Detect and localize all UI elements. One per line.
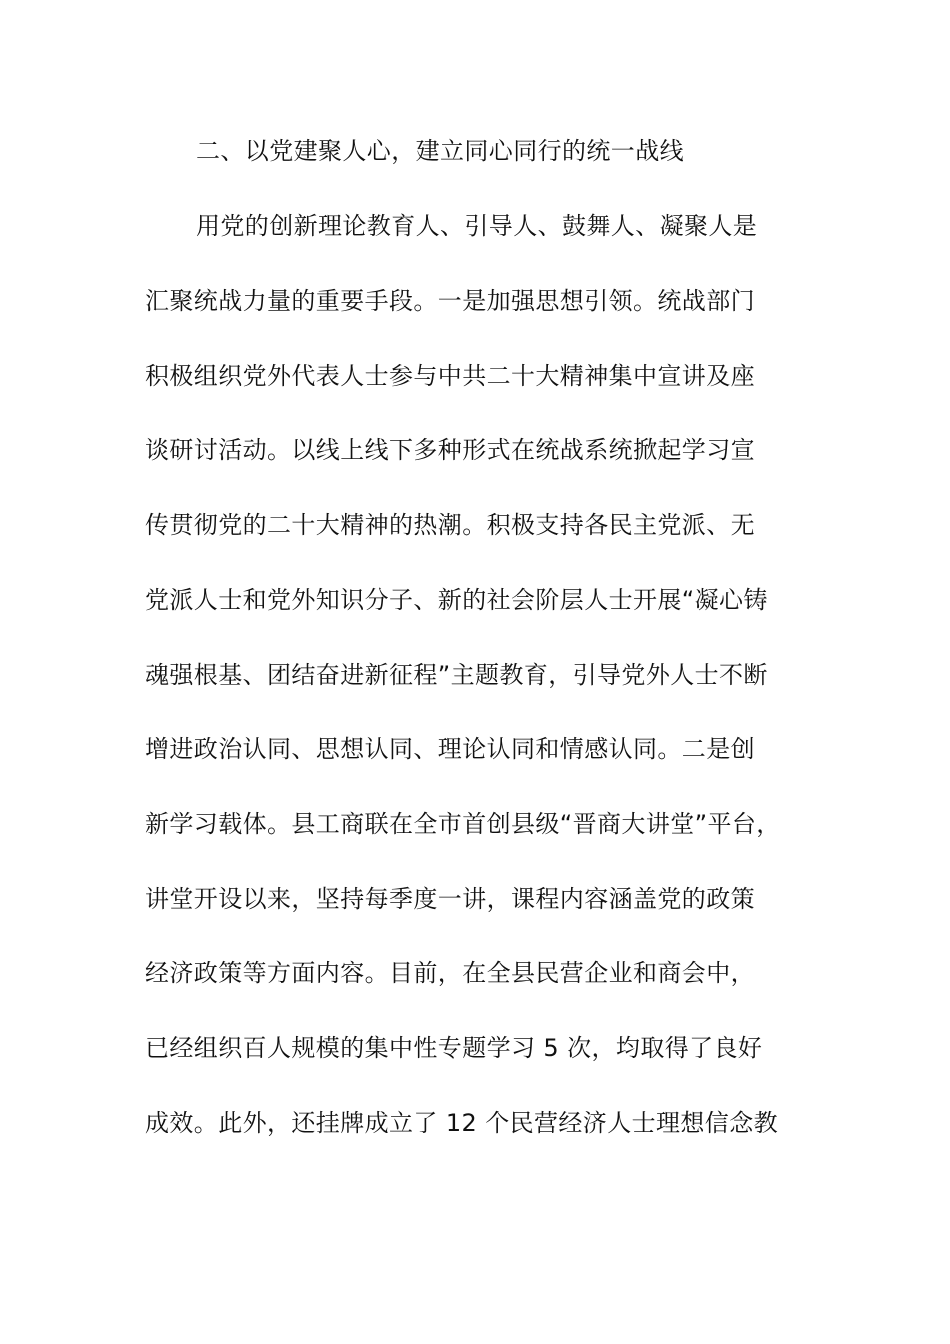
paragraph-line: 成效。此外，还挂牌成立了 12 个民营经济人士理想信念教 <box>145 1109 778 1137</box>
paragraph-line: 经济政策等方面内容。目前，在全县民营企业和商会中， <box>145 959 755 987</box>
section-heading: 二、以党建聚人心，建立同心同行的统一战线 <box>196 137 684 165</box>
paragraph-line: 谈研讨活动。以线上线下多种形式在统战系统掀起学习宣 <box>145 436 755 464</box>
paragraph-line: 魂强根基、团结奋进新征程”主题教育，引导党外人士不断 <box>145 661 768 689</box>
paragraph-line: 积极组织党外代表人士参与中共二十大精神集中宣讲及座 <box>145 362 755 390</box>
paragraph-line: 传贯彻党的二十大精神的热潮。积极支持各民主党派、无 <box>145 511 755 539</box>
paragraph-line: 已经组织百人规模的集中性专题学习 5 次，均取得了良好 <box>145 1034 763 1062</box>
paragraph-line: 汇聚统战力量的重要手段。一是加强思想引领。统战部门 <box>145 287 755 315</box>
paragraph-line: 新学习载体。县工商联在全市首创县级“晋商大讲堂”平台， <box>145 810 781 838</box>
paragraph-line: 用党的创新理论教育人、引导人、鼓舞人、凝聚人是 <box>196 212 758 240</box>
paragraph-line: 党派人士和党外知识分子、新的社会阶层人士开展“凝心铸 <box>145 586 768 614</box>
paragraph-line: 增进政治认同、思想认同、理论认同和情感认同。二是创 <box>145 735 755 763</box>
paragraph-line: 讲堂开设以来，坚持每季度一讲，课程内容涵盖党的政策 <box>145 885 755 913</box>
